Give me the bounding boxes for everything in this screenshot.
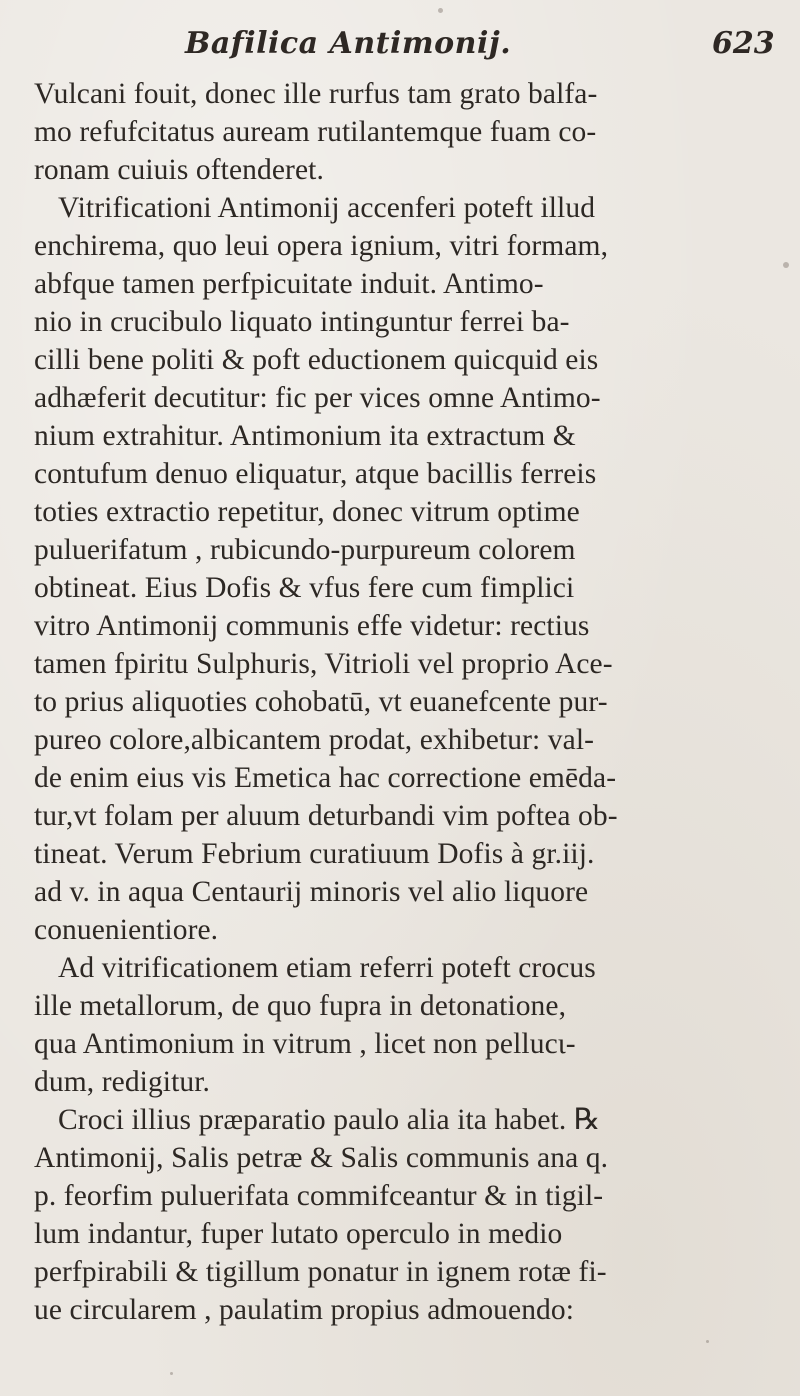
text-line: abfque tamen perfpicuitate induit. Antimo- xyxy=(34,268,544,300)
text-line: contufum denuo eliquatur, atque bacillis ferreis xyxy=(34,458,597,490)
text-line: tamen fpiritu Sulphuris, Vitrioli vel proprio Ace- xyxy=(34,648,613,680)
text-line: Vulcani fouit, donec ille rurfus tam grato balfa- xyxy=(34,78,598,110)
text-line: ronam cuiuis oftenderet. xyxy=(34,154,324,186)
page-header xyxy=(0,26,800,76)
paper-speck xyxy=(438,8,443,13)
text-line: qua Antimonium in vitrum , licet non pellucι- xyxy=(34,1028,576,1060)
text-line: cilli bene politi & poft eductionem quicquid eis xyxy=(34,344,599,376)
text-line: tur,vt folam per aluum deturbandi vim poftea ob- xyxy=(34,800,618,832)
text-line: nio in crucibulo liquato intinguntur ferrei ba- xyxy=(34,306,570,338)
text-line: mo refufcitatus auream rutilantemque fuam co- xyxy=(34,116,597,148)
text-line: enchirema, quo leui opera ignium, vitri formam, xyxy=(34,230,609,262)
text-line: vitro Antimonij communis effe videtur: rectius xyxy=(34,610,590,642)
text-line: Vitrificationi Antimonij accenferi poteft illud xyxy=(58,192,596,224)
text-line: Antimonij, Salis petræ & Salis communis ana q. xyxy=(34,1142,609,1174)
body-text xyxy=(34,75,774,1329)
text-line: tineat. Verum Febrium curatiuum Dofis à gr.iij. xyxy=(34,838,595,870)
paper-speck xyxy=(706,1340,709,1343)
text-line: puluerifatum , rubicundo-purpureum colorem xyxy=(34,534,576,566)
page-number: 623 xyxy=(712,26,775,61)
text-line: nium extrahitur. Antimonium ita extractum & xyxy=(34,420,576,452)
text-line: ille metallorum, de quo fupra in detonatione, xyxy=(34,990,567,1022)
text-line: perfpirabili & tigillum ponatur in ignem rotæ fi- xyxy=(34,1256,607,1288)
text-line: lum indantur, fuper lutato operculo in medio xyxy=(34,1218,563,1250)
text-line: to prius aliquoties cohobatū, vt euanefcente pur- xyxy=(34,686,608,718)
text-line: toties extractio repetitur, donec vitrum optime xyxy=(34,496,580,528)
paper-speck xyxy=(783,262,789,268)
text-line: pureo colore,albicantem prodat, exhibetur: val- xyxy=(34,724,595,756)
paper-speck xyxy=(170,1372,173,1375)
text-line: ad v. in aqua Centaurij minoris vel alio liquore xyxy=(34,876,589,908)
running-head: Bafilica Antimonij. xyxy=(185,26,512,61)
text-line: dum, redigitur. xyxy=(34,1066,211,1098)
text-line: ue circularem , paulatim propius admouendo: xyxy=(34,1294,575,1326)
text-line: Croci illius præparatio paulo alia ita habet. ℞ xyxy=(58,1104,601,1136)
text-line: adhæferit decutitur: fic per vices omne Antimo- xyxy=(34,382,601,414)
text-line: p. feorfim puluerifata commifceantur & in tigil- xyxy=(34,1180,604,1212)
text-line: obtineat. Eius Dofis & vfus fere cum fimplici xyxy=(34,572,575,604)
text-line: de enim eius vis Emetica hac correctione emēda- xyxy=(34,762,617,794)
text-line: conuenientiore. xyxy=(34,914,219,946)
text-line: Ad vitrificationem etiam referri poteft crocus xyxy=(58,952,596,984)
